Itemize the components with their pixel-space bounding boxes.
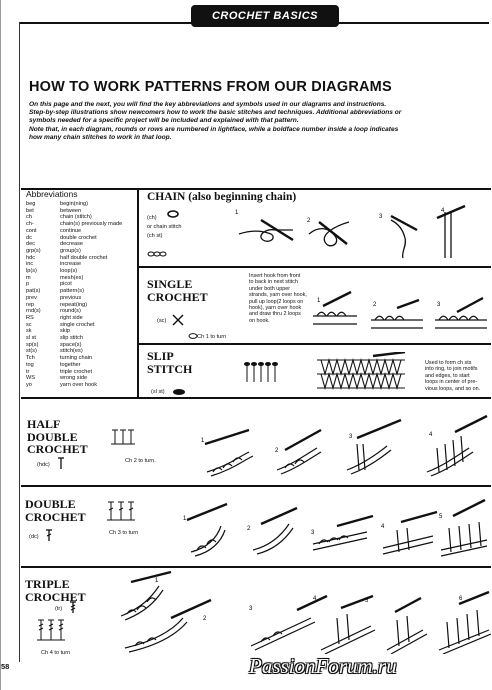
sc-desc-line: strands, yarn over hook, xyxy=(249,292,307,299)
abbreviation-row xyxy=(26,302,122,309)
intro-line: On this page and the next, you will find the key abbreviations and symbols used in our diagrams and instructions. xyxy=(29,101,387,108)
chain-symbol-icon xyxy=(161,208,191,220)
tr-steps-illustration xyxy=(111,568,491,654)
abbreviation-meaning: right side xyxy=(60,314,83,321)
hdc-symbol-label: (hdc) xyxy=(37,462,50,468)
hdc-step-1: 1 xyxy=(201,438,205,444)
sc-turn-label: Ch 1 to turn xyxy=(197,334,227,340)
hdc-step-4: 4 xyxy=(429,432,433,438)
hdc-title-line: CROCHET xyxy=(27,442,88,457)
abbreviation-meaning: pattern(s) xyxy=(60,288,84,295)
abbreviation-key: ch xyxy=(26,214,32,221)
abbreviation-row xyxy=(26,375,122,382)
dc-step-1: 1 xyxy=(183,516,187,522)
dc-title-line: CROCHET xyxy=(25,509,86,524)
tr-symbol-icon xyxy=(69,600,77,614)
abbreviation-key: sl st xyxy=(26,335,36,342)
abbreviation-meaning: decrease xyxy=(60,241,84,248)
abbreviation-meaning: continue xyxy=(60,227,82,234)
slip-description xyxy=(425,360,491,392)
chain-label: (ch st) xyxy=(147,233,163,239)
sc-desc-line: on hook. xyxy=(249,317,270,324)
sc-step-2: 2 xyxy=(373,302,377,308)
abbreviation-meaning: previous xyxy=(60,294,82,301)
abbreviations-title: Abbreviations xyxy=(26,189,78,199)
abbreviation-meaning: slip stitch xyxy=(60,335,84,342)
dc-step-4: 4 xyxy=(381,524,385,530)
tr-turn-label: Ch 4 to turn xyxy=(41,650,71,656)
abbreviation-meaning: space(s) xyxy=(60,341,82,348)
page-title: HOW TO WORK PATTERNS FROM OUR DIAGRAMS xyxy=(29,79,392,95)
chain-title: CHAIN (also beginning chain) xyxy=(147,191,297,203)
slip-desc-line: loops in center of pre- xyxy=(425,379,478,386)
abbreviation-key: ch- xyxy=(26,221,34,228)
abbreviation-row xyxy=(26,382,122,389)
abbreviation-meaning: loop(s) xyxy=(60,268,78,275)
tr-title-line: CROCHET xyxy=(25,589,86,604)
abbreviation-meaning: round(s) xyxy=(60,308,81,315)
abbreviation-key: WS xyxy=(26,375,36,382)
abbreviation-meaning: wrong side xyxy=(60,375,88,382)
sc-desc-line: Insert hook from front xyxy=(249,273,301,279)
abbreviation-key: bet xyxy=(26,207,34,214)
sc-title xyxy=(147,278,208,303)
abbreviation-meaning: stitch(es) xyxy=(60,348,83,355)
abbreviation-key: lp(s) xyxy=(26,268,37,275)
abbreviation-key: rnd(s) xyxy=(26,308,41,315)
abbreviation-row xyxy=(26,248,122,255)
abbreviation-row xyxy=(26,208,122,215)
abbreviation-row xyxy=(26,255,122,262)
abbreviation-meaning: turning chain xyxy=(60,355,93,362)
abbreviation-row xyxy=(26,214,122,221)
section-tab: CROCHET BASICS xyxy=(191,5,339,27)
section-rule xyxy=(21,485,491,487)
abbreviation-meaning: mesh(es) xyxy=(60,274,84,281)
tr-step-4: 4 xyxy=(313,596,317,602)
tr-step-1: 1 xyxy=(155,578,159,584)
abbreviation-meaning: single crochet xyxy=(60,321,95,328)
abbreviation-meaning: half double crochet xyxy=(60,254,108,261)
abbreviation-row xyxy=(26,288,122,295)
hdc-step-2: 2 xyxy=(275,448,279,454)
sc-title-line: CROCHET xyxy=(147,289,208,304)
tr-step-3: 3 xyxy=(249,606,253,612)
slip-symbol-icon xyxy=(171,388,187,396)
abbreviation-meaning: triple crochet xyxy=(60,368,93,375)
hdc-step-3: 3 xyxy=(349,434,353,440)
abbreviation-row xyxy=(26,201,122,208)
abbreviation-row xyxy=(26,275,122,282)
abbreviation-row xyxy=(26,342,122,349)
chain-row-icon xyxy=(147,250,171,258)
dc-title xyxy=(25,498,86,523)
abbreviation-key: hdc xyxy=(26,254,36,261)
abbreviation-key: p xyxy=(26,281,30,288)
abbreviation-key: tog xyxy=(26,361,34,368)
abbreviation-row xyxy=(26,369,122,376)
abbreviation-row xyxy=(26,295,122,302)
abbreviation-meaning: increase xyxy=(60,261,82,268)
hdc-title-line: DOUBLE xyxy=(27,429,78,444)
hdc-title-line: HALF xyxy=(27,417,61,431)
abbreviation-row xyxy=(26,322,122,329)
sc-desc-line: and draw thru 2 loops xyxy=(249,311,301,318)
tr-symbol-label: (tr) xyxy=(55,606,63,612)
abbreviation-meaning: repeat(ing) xyxy=(60,301,88,308)
dc-steps-illustration xyxy=(177,490,491,564)
intro-text xyxy=(29,101,489,142)
sc-step-1: 1 xyxy=(317,298,321,304)
intro-line: symbols needed for a specific project will be included and explained with that pattern. xyxy=(29,117,299,125)
abbreviation-row xyxy=(26,241,122,248)
abbreviation-key: sk xyxy=(26,328,32,335)
intro-line: Note that, in each diagram, rounds or rows are numbered in lightface, while a boldface number inside a loop indicates xyxy=(29,125,399,133)
abbreviation-meaning: double crochet xyxy=(60,234,97,241)
slip-desc-line: into ring, to join motifs xyxy=(425,366,478,373)
dc-turn-label: Ch 3 to turn xyxy=(109,530,139,536)
abbreviation-row xyxy=(26,235,122,242)
slip-stitch-illustration xyxy=(313,352,413,396)
chain-steps-illustration xyxy=(231,200,491,264)
hdc-symbol-icon xyxy=(57,456,65,470)
page-number: 58 xyxy=(1,662,10,671)
hdc-steps-illustration xyxy=(197,408,491,482)
slip-title-line: SLIP xyxy=(147,349,174,363)
hdc-title xyxy=(27,418,88,456)
tr-step-5: 5 xyxy=(365,598,369,604)
chain-label: (ch) xyxy=(147,215,157,221)
slip-chart-icon xyxy=(243,360,279,384)
abbreviation-key: grp(s) xyxy=(26,247,41,254)
abbreviation-key: Tch xyxy=(26,355,35,362)
tr-step-2: 2 xyxy=(203,616,207,622)
dc-step-3: 3 xyxy=(311,530,315,536)
abbreviation-key: st(s) xyxy=(26,348,37,355)
abbreviation-row xyxy=(26,308,122,315)
dc-step-5: 5 xyxy=(439,514,443,520)
abbreviation-row xyxy=(26,221,122,228)
chain-label: or chain stitch xyxy=(147,224,182,230)
abbreviation-key: sp(s) xyxy=(26,341,39,348)
intro-line: how many chain stitches to work in that loop. xyxy=(29,133,172,141)
abbreviation-row xyxy=(26,362,122,369)
sc-symbol-label: (sc) xyxy=(157,318,167,324)
intro-line: Step-by-step illustrations show newcomers how to work the basic stitches and techniques. Additional abbreviations or xyxy=(29,109,402,117)
chain-step-1: 1 xyxy=(235,210,239,216)
sc-desc-line: hook), yarn over hook xyxy=(249,305,302,312)
abbreviation-row xyxy=(26,335,122,342)
slip-desc-line: Used to form ch sts xyxy=(425,360,472,366)
hdc-turn-label: Ch 2 to turn. xyxy=(125,458,156,464)
sc-title-line: SINGLE xyxy=(147,277,193,291)
sc-symbol-icon xyxy=(171,313,185,327)
abbreviation-key: beg xyxy=(26,201,36,207)
watermark: PassionForum.ru xyxy=(249,654,397,678)
slip-desc-line: and edges, to start xyxy=(425,372,470,379)
abbreviation-meaning: between xyxy=(60,207,82,214)
section-rule xyxy=(139,266,491,268)
abbreviation-meaning: yarn over hook xyxy=(60,381,98,388)
abbreviation-row xyxy=(26,268,122,275)
tr-title-line: TRIPLE xyxy=(25,577,70,591)
abbreviation-key: sc xyxy=(26,321,32,328)
abbreviation-key: prev xyxy=(26,294,37,301)
dc-symbol-label: (dc) xyxy=(29,534,39,540)
abbreviation-meaning: picot xyxy=(60,281,72,288)
dc-symbol-icon xyxy=(45,528,53,542)
sc-desc-line: to back in next stitch xyxy=(249,279,298,286)
left-rule xyxy=(19,22,20,662)
abbreviations-panel xyxy=(21,188,139,398)
abbreviation-row xyxy=(26,315,122,322)
slip-desc-line: vious loops, and so on. xyxy=(425,385,481,392)
abbreviation-row xyxy=(26,261,122,268)
slip-symbol-label: (sl st) xyxy=(151,389,165,395)
chain-step-4: 4 xyxy=(441,208,445,214)
sc-step-3: 3 xyxy=(437,302,441,308)
section-rule xyxy=(139,343,491,345)
dc-title-line: DOUBLE xyxy=(25,497,76,511)
abbreviation-row xyxy=(26,355,122,362)
abbreviation-key: RS xyxy=(26,314,34,321)
sc-desc-line: under both upper xyxy=(249,285,291,292)
abbreviation-row xyxy=(26,228,122,235)
abbreviation-meaning: together xyxy=(60,361,81,368)
hdc-chart-icon xyxy=(111,428,137,446)
abbreviation-key: yo xyxy=(26,381,32,388)
abbreviation-key: dc xyxy=(26,234,32,241)
chain-step-2: 2 xyxy=(307,218,311,224)
slip-title-line: STITCH xyxy=(147,361,193,376)
abbreviation-row xyxy=(26,281,122,288)
abbreviation-meaning: skip xyxy=(60,328,70,335)
tr-chart-icon xyxy=(37,618,67,642)
abbreviation-row xyxy=(26,328,122,335)
abbreviation-key: tr xyxy=(26,368,30,375)
sc-steps-illustration xyxy=(307,286,491,340)
dc-step-2: 2 xyxy=(247,526,251,532)
abbreviation-key: m xyxy=(26,274,31,281)
sc-desc-line: pull up loop(2 loops on xyxy=(249,298,304,305)
abbreviation-key: dec xyxy=(26,241,36,248)
abbreviation-meaning: chain(s) previously made xyxy=(60,221,123,228)
abbreviation-key: pat(s) xyxy=(26,288,41,295)
abbreviation-key: cont xyxy=(26,227,37,234)
abbreviations-list xyxy=(26,201,122,389)
abbreviation-meaning: group(s) xyxy=(60,247,81,254)
abbreviation-meaning: begin(ning) xyxy=(60,201,88,207)
abbreviation-meaning: chain (stitch) xyxy=(60,214,92,221)
abbreviation-key: inc xyxy=(26,261,34,268)
dc-chart-icon xyxy=(107,500,137,522)
abbreviation-key: rep xyxy=(26,301,35,308)
chain-step-3: 3 xyxy=(379,214,383,220)
abbreviation-row xyxy=(26,348,122,355)
tr-step-6: 6 xyxy=(459,596,463,602)
slip-stitch-title xyxy=(147,350,192,375)
